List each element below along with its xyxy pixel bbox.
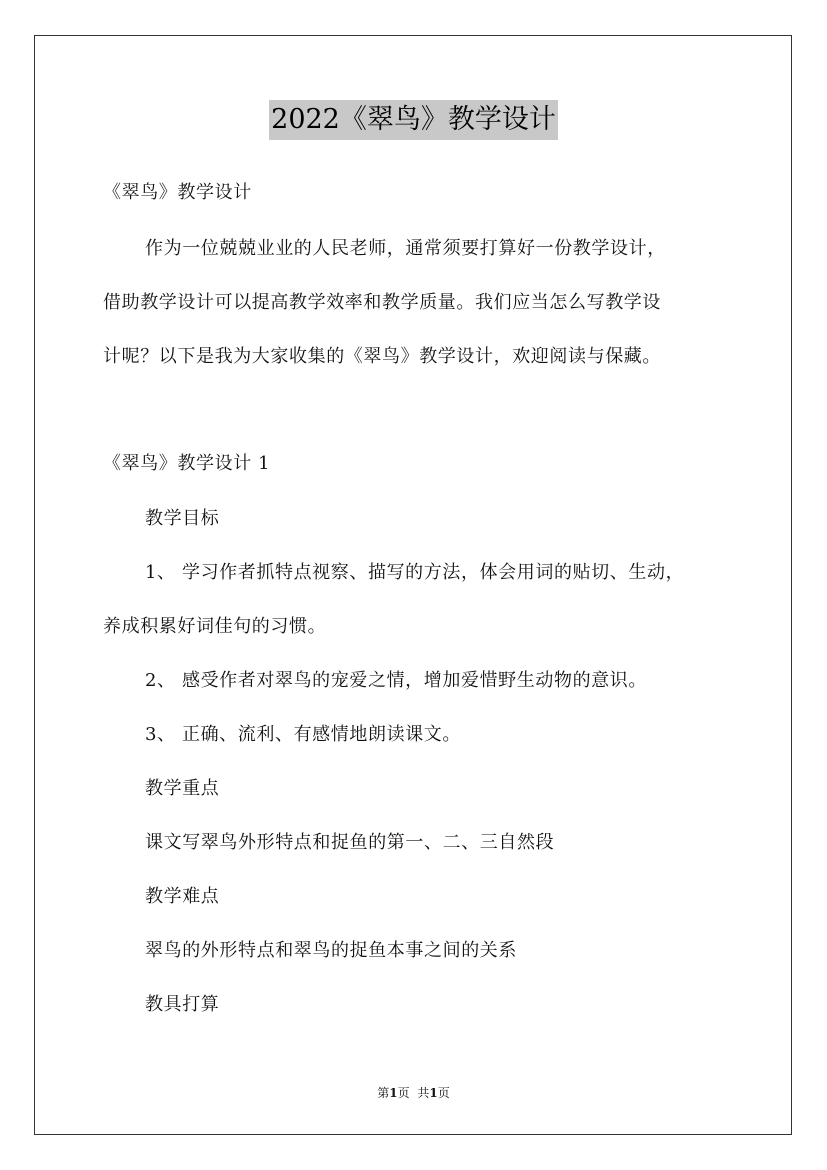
goals-heading: 教学目标 (145, 508, 220, 529)
section-heading: 《翠鸟》教学设计 1 (103, 453, 271, 474)
key-points-text: 课文写翠鸟外形特点和捉鱼的第一、二、三自然段 (145, 832, 555, 853)
difficulty-text: 翠鸟的外形特点和翠鸟的捉鱼本事之间的关系 (145, 940, 517, 961)
goal-2: 2、 感受作者对翠鸟的宠爱之情，增加爱惜野生动物的意识。 (145, 670, 647, 691)
goal-1-line-2: 养成积累好词佳句的习惯。 (103, 616, 327, 637)
goal-1-line-1: 1、 学习作者抓特点视察、描写的方法，体会用词的贴切、生动， (145, 562, 685, 583)
footer-page-prefix: 第 (377, 1086, 390, 1100)
document-title: 2022《翠鸟》教学设计 (269, 100, 558, 140)
document-subtitle: 《翠鸟》教学设计 (103, 182, 252, 203)
intro-line-2: 借助教学设计可以提高教学效率和教学质量。我们应当怎么写教学设 (103, 292, 661, 313)
footer-total-number: 1 (429, 1086, 438, 1100)
difficulty-heading: 教学难点 (145, 886, 220, 907)
intro-line-3: 计呢？以下是我为大家收集的《翠鸟》教学设计，欢迎阅读与保藏。 (103, 346, 661, 367)
tools-heading: 教具打算 (145, 994, 220, 1015)
page-footer (0, 1085, 827, 1101)
intro-line-1: 作为一位兢兢业业的人民老师，通常须要打算好一份教学设计， (145, 238, 666, 259)
title-container (0, 100, 827, 140)
footer-page-suffix: 页 (397, 1086, 410, 1100)
key-points-heading: 教学重点 (145, 778, 220, 799)
footer-total-suffix: 页 (437, 1086, 450, 1100)
footer-page-number: 1 (389, 1086, 398, 1100)
footer-total-prefix: 共 (417, 1086, 430, 1100)
goal-3: 3、 正确、流利、有感情地朗读课文。 (145, 724, 461, 745)
